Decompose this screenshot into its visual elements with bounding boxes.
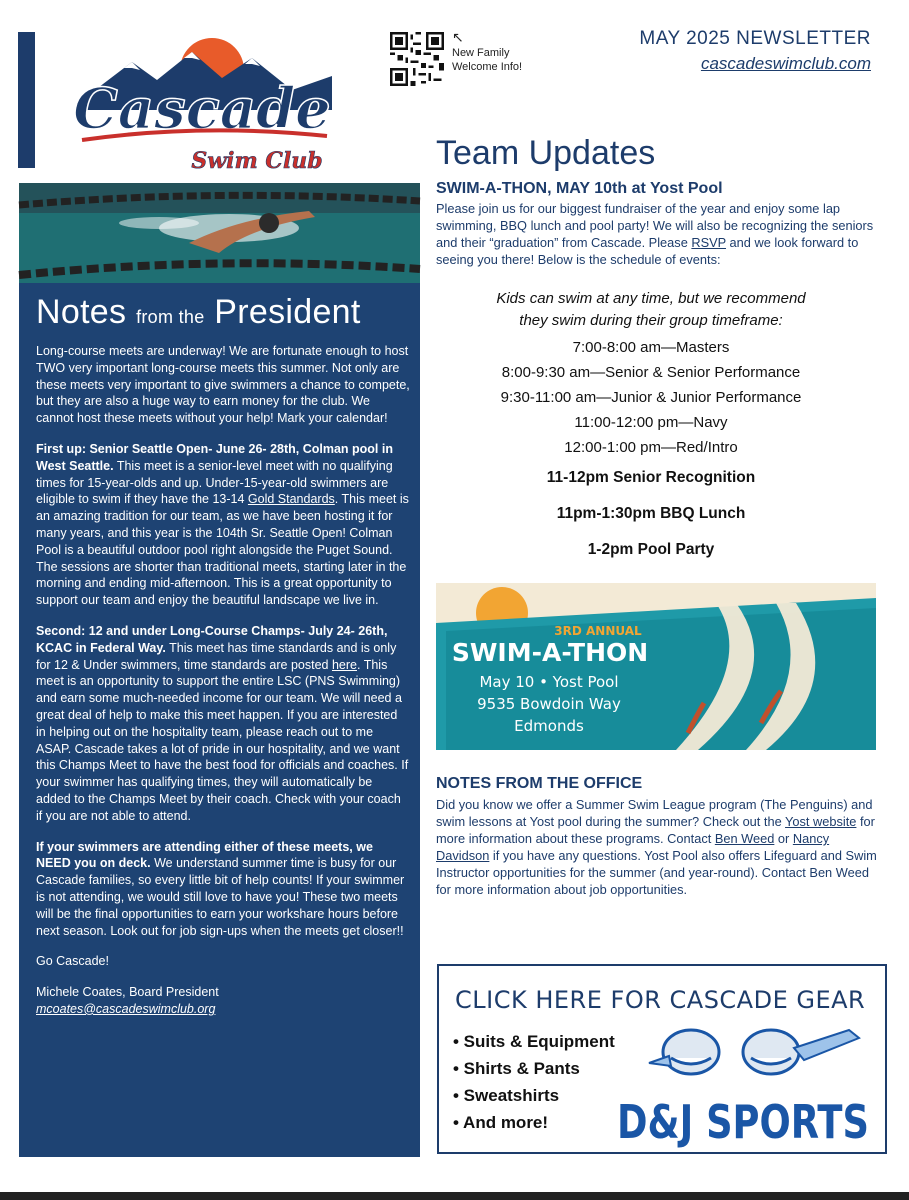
gold-standards-link[interactable]: Gold Standards — [247, 492, 335, 507]
schedule-highlight: 1-2pm Pool Party — [587, 541, 715, 558]
qr-note: ↖ New Family Welcome Info! — [452, 29, 523, 73]
banner-title: SWIM-A-THON — [451, 638, 649, 667]
svg-text:Swim Club: Swim Club — [191, 148, 323, 174]
swimathon-banner[interactable] — [436, 583, 876, 750]
paragraph: First up: Senior Seattle Open- June 26- 28th, Colman pool in West Seattle. This meet is a senior-level meet with no qualifying times for 15-year-olds and up. Under-15-year-old swimmers are eligible to swim if they have the 13-14 Gold Standards. This meet is an amazing tradition for our team, as we have been hosting it for many years, and this year is the 104th Sr. Seattle Open! Colman Pool is a beautiful outdoor pool right alongside the Puget Sound. The sessions are shorter than traditional meets, starting later in the morning and ending mid-afternoon. This is a great opportunity to support our team and enjoy the beautiful landscape we live in. — [36, 441, 409, 608]
schedule-item: 12:00-1:00 pm—Red/Intro — [564, 439, 738, 456]
paragraph: Long-course meets are underway! We are fortunate enough to host TWO very important long-course meets this summer. Not only are these meets very important to give swimmers a chance to compete, but they are also a huge way to earn money for the club. We cannot host these meets without your help! Mark your calendar! — [36, 344, 410, 426]
schedule-item: 9:30-11:00 am—Junior & Junior Performance — [500, 389, 802, 406]
paragraph: Second: 12 and under Long-Course Champs- July 24- 26th, KCAC in Federal Way. This meet has time standards and is only for 12 & Under swimmers, time standards are posted here. This meet is an opportunity to support the entire LSC (PNS Swimming) and earn some much-needed income for our team. We will need a great deal of help to make this meet happen. If you are interested in helping out on the hospitality team, please reach out to me ASAP. Cascade takes a lot of pride in our hospitality, and we want this Champs Meet to have the best food for officials and coaches. If your swimmer has qualifying times, they will automatically be added to the Champs Meet by their coach. Check with your coach if you are not able to attend. — [36, 623, 409, 823]
banner-annual: 3RD ANNUAL — [554, 624, 642, 638]
signature: Michele Coates, Board President — [36, 985, 219, 1000]
office-text: Did you know we offer a Summer Swim League program (The Penguins) and swim lessons at Yost pool during the summer? Check out the Yost website for more information about these programs. Contact Ben Weed or Nancy Davidson if you have any questions. Yost Pool also offers Lifeguard and Swim Instructor opportunities for the summer (and year-round). Contact Ben Weed for more information about job opportunities. — [436, 797, 877, 897]
website-link[interactable]: cascadeswimclub.com — [700, 54, 871, 73]
president-title: Notes from the President — [36, 293, 361, 331]
banner-line: 9535 Bowdoin Way — [477, 695, 621, 713]
gear-title[interactable]: CLICK HERE FOR CASCADE GEAR — [455, 986, 866, 1014]
ben-weed-link[interactable]: Ben Weed — [714, 831, 775, 846]
curved-arrow-icon: ↖ — [452, 29, 464, 45]
gear-item: • Sweatshirts — [453, 1086, 560, 1105]
swimathon-heading: SWIM-A-THON, MAY 10th at Yost Pool — [436, 180, 723, 197]
rsvp-link[interactable]: RSVP — [691, 235, 726, 250]
svg-text:D&J SPORTS: D&J SPORTS — [617, 1095, 869, 1149]
svg-text:Cascade: Cascade — [73, 76, 331, 142]
paragraph: If your swimmers are attending either of these meets, we NEED you on deck. We understand summer time is busy for our Cascade families, so every little bit of help counts! If your swimmer is not attending, we would still love to have you! These two meets will be the final opportunities to earn your workshare hours before next season. Look out for job sign-ups when the meets get closer!! — [36, 839, 405, 938]
swimmer-photo — [19, 183, 420, 283]
gear-item: • Shirts & Pants — [453, 1059, 580, 1078]
office-heading: NOTES FROM THE OFFICE — [436, 775, 643, 792]
bottom-bar — [0, 1192, 909, 1200]
yost-website-link[interactable]: Yost website — [785, 814, 857, 829]
cascade-gear-box[interactable] — [437, 964, 887, 1154]
banner-line: May 10 • Yost Pool — [479, 673, 619, 691]
gear-list — [453, 1028, 615, 1136]
nancy-davidson-link[interactable]: Nancy Davidson — [436, 831, 830, 863]
accent-bar — [18, 32, 35, 168]
gear-item: • And more! — [453, 1113, 549, 1132]
schedule-highlight: 11pm-1:30pm BBQ Lunch — [556, 505, 746, 522]
qr-code[interactable] — [390, 32, 444, 86]
newsletter-header — [639, 28, 871, 74]
newsletter-title: MAY 2025 NEWSLETTER — [639, 28, 871, 49]
schedule-item: 11:00-12:00 pm—Navy — [574, 414, 728, 431]
gear-item: • Suits & Equipment — [453, 1032, 615, 1051]
dj-sports-logo — [617, 1018, 879, 1149]
paragraph: Go Cascade! — [36, 954, 109, 969]
schedule: Kids can swim at any time, but we recommend they swim during their group timeframe: 7:00-8:00 am—Masters 8:00-9:30 am—Senior & Senior Performance 9:30-11:00 am—Junior & Junior Performance 11:00-12:00 pm—Navy 12:00-1:00 pm—Red/Intro 11-12pm Senior Recognition 11pm-1:30pm BBQ Lunch 1-2pm Pool Party — [436, 288, 866, 568]
schedule-item: 8:00-9:30 am—Senior & Senior Performance — [501, 364, 801, 381]
email-link[interactable]: mcoates@cascadeswimclub.org — [36, 1001, 216, 1016]
team-updates-title: Team Updates — [436, 134, 656, 172]
time-standards-link[interactable]: here — [331, 657, 357, 672]
schedule-highlight: 11-12pm Senior Recognition — [546, 469, 756, 486]
cascade-logo — [62, 28, 342, 178]
swimathon-text: Please join us for our biggest fundraiser of the year and enjoy some lap swimming, BBQ lunch and pool party! We will also be recognizing the seniors and their “graduation” from Cascade. Please RSVP and we look forward to seeing you there! Below is the schedule of events: — [436, 201, 874, 267]
schedule-item: 7:00-8:00 am—Masters — [572, 339, 730, 356]
president-body — [36, 343, 410, 1018]
banner-line: Edmonds — [514, 717, 584, 735]
president-notes-panel — [19, 283, 420, 1157]
